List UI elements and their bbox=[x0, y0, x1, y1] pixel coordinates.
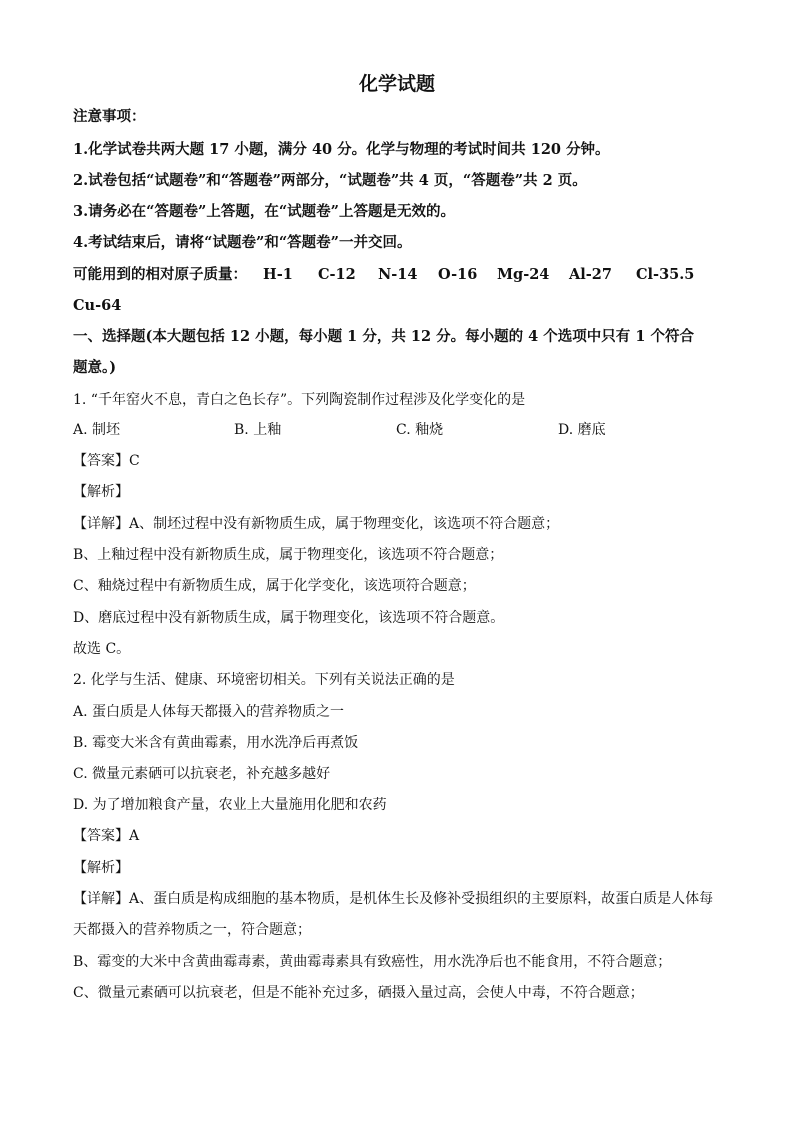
atomic-mass-label: 可能用到的相对原子质量： bbox=[73, 266, 247, 283]
answer-label: 【答案】C bbox=[73, 453, 140, 469]
notice-item: 3.请务必在“答题卷”上答题，在“试题卷”上答题是无效的。 bbox=[73, 203, 455, 220]
detail-line: B、霉变的大米中含黄曲霉毒素，黄曲霉毒素具有致癌性，用水洗净后也不能食用，不符合题意； bbox=[73, 954, 672, 970]
analysis-label: 【解析】 bbox=[73, 860, 129, 876]
option-d: D. 磨底 bbox=[558, 422, 606, 438]
detail-line: C、釉烧过程中有新物质生成，属于化学变化，该选项符合题意； bbox=[73, 578, 476, 594]
detail-line: 【详解】A、制坯过程中没有新物质生成，属于物理变化，该选项不符合题意； bbox=[73, 516, 560, 532]
atomic-mass-item: N-14 bbox=[378, 266, 418, 283]
atomic-mass-item: C-12 bbox=[318, 266, 356, 283]
atomic-mass-item: Cu-64 bbox=[73, 297, 122, 314]
notice-item: 1.化学试卷共两大题 17 小题，满分 40 分。化学与物理的考试时间共 120 分钟。 bbox=[73, 141, 610, 158]
option-c: C. 微量元素硒可以抗衰老，补充越多越好 bbox=[73, 766, 331, 782]
atomic-mass-item: O-16 bbox=[438, 266, 478, 283]
option-a: A. 制坯 bbox=[73, 422, 121, 438]
notice-item: 2.试卷包括“试题卷”和“答题卷”两部分，“试题卷”共 4 页，“答题卷”共 2 页。 bbox=[73, 172, 587, 189]
option-c: C. 釉烧 bbox=[396, 422, 444, 438]
notice-heading: 注意事项： bbox=[73, 108, 146, 125]
option-a: A. 蛋白质是人体每天都摄入的营养物质之一 bbox=[73, 704, 345, 720]
option-b: B. 霉变大米含有黄曲霉素，用水洗净后再煮饭 bbox=[73, 735, 359, 751]
analysis-label: 【解析】 bbox=[73, 484, 129, 500]
detail-line: 【详解】A、蛋白质是构成细胞的基本物质，是机体生长及修补受损组织的主要原料，故蛋白质是人体每 bbox=[73, 891, 714, 907]
detail-line: 天都摄入的营养物质之一，符合题意； bbox=[73, 922, 311, 938]
answer-label: 【答案】A bbox=[73, 828, 140, 844]
section-heading: 一、选择题(本大题包括 12 小题，每小题 1 分，共 12 分。每小题的 4 个选项中只有 1 个符合 bbox=[73, 328, 694, 345]
atomic-mass-item: Mg-24 bbox=[497, 266, 550, 283]
detail-line: B、上釉过程中没有新物质生成，属于物理变化，该选项不符合题意； bbox=[73, 547, 504, 563]
detail-line: D、磨底过程中没有新物质生成，属于物理变化，该选项不符合题意。 bbox=[73, 610, 505, 626]
question-stem: 2. 化学与生活、健康、环境密切相关。下列有关说法正确的是 bbox=[73, 672, 455, 688]
page-title: 化学试题 bbox=[358, 73, 435, 95]
option-b: B. 上釉 bbox=[234, 422, 282, 438]
option-d: D. 为了增加粮食产量，农业上大量施用化肥和农药 bbox=[73, 797, 387, 813]
atomic-mass-item: H-1 bbox=[263, 266, 293, 283]
atomic-mass-item: Cl-35.5 bbox=[636, 266, 695, 283]
question-stem: 1. “千年窑火不息，青白之色长存”。下列陶瓷制作过程涉及化学变化的是 bbox=[73, 392, 526, 408]
detail-line: C、微量元素硒可以抗衰老，但是不能补充过多，硒摄入量过高，会使人中毒，不符合题意； bbox=[73, 985, 644, 1001]
atomic-mass-item: Al-27 bbox=[569, 266, 612, 283]
notice-item: 4.考试结束后，请将“试题卷”和“答题卷”一并交回。 bbox=[73, 234, 412, 251]
section-heading: 题意。) bbox=[73, 359, 117, 376]
detail-line: 故选 C。 bbox=[73, 641, 131, 657]
